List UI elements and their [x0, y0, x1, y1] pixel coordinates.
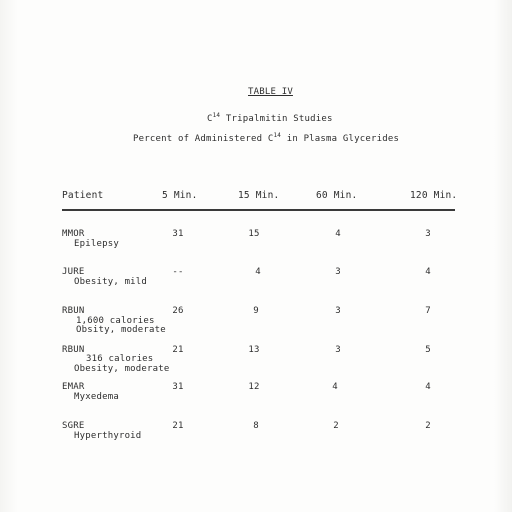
row-patient: RBUN [62, 306, 85, 316]
cell-60-min: 2 [333, 421, 339, 431]
cell-15-min: 12 [248, 382, 260, 392]
cell-5-min: 31 [172, 382, 184, 392]
cell-120-min: 2 [425, 421, 431, 431]
row-note: Hyperthyroid [74, 431, 142, 441]
cell-120-min: 4 [425, 382, 431, 392]
cell-5-min: 31 [172, 229, 184, 239]
header-patient: Patient [62, 190, 104, 201]
row-patient: EMAR [62, 382, 85, 392]
row-note: Epilepsy [74, 239, 119, 249]
cell-15-min: 9 [253, 306, 259, 316]
cell-60-min: 3 [335, 345, 341, 355]
table-subtitle-line2: Percent of Administered $C^{14}$ in Plasma Glycerides [133, 132, 400, 144]
row-patient: MMOR [62, 229, 85, 239]
cell-120-min: 5 [425, 345, 431, 355]
table-title: TABLE IV [248, 87, 293, 97]
row-note: Obesity, moderate [74, 364, 170, 374]
cell-15-min: 4 [255, 267, 261, 277]
cell-5-min: -- [172, 267, 184, 277]
cell-60-min: 4 [332, 382, 338, 392]
row-note: Obesity, mild [74, 277, 148, 287]
cell-120-min: 4 [425, 267, 431, 277]
cell-60-min: 3 [335, 267, 341, 277]
cell-15-min: 13 [248, 345, 260, 355]
header-rule [62, 209, 455, 211]
cell-15-min: 8 [253, 421, 259, 431]
table-subtitle-line1: $C^{14}$ Tripalmitin Studies [207, 112, 333, 124]
header-15-min: 15 Min. [238, 190, 280, 201]
cell-5-min: 21 [172, 345, 184, 355]
cell-60-min: 4 [335, 229, 341, 239]
header-5-min: 5 Min. [162, 190, 198, 201]
cell-120-min: 3 [425, 229, 431, 239]
row-note: 316 calories [86, 354, 154, 364]
cell-60-min: 3 [335, 306, 341, 316]
row-patient: JURE [62, 267, 85, 277]
row-note: 1,600 calories [76, 316, 155, 326]
row-patient: SGRE [62, 421, 85, 431]
cell-120-min: 7 [425, 306, 431, 316]
cell-5-min: 21 [172, 421, 184, 431]
row-note: Myxedema [74, 392, 119, 402]
header-60-min: 60 Min. [316, 190, 358, 201]
header-120-min: 120 Min. [410, 190, 458, 201]
row-note: Obsity, moderate [76, 325, 166, 335]
cell-5-min: 26 [172, 306, 184, 316]
cell-15-min: 15 [248, 229, 260, 239]
row-patient: RBUN [62, 345, 85, 355]
